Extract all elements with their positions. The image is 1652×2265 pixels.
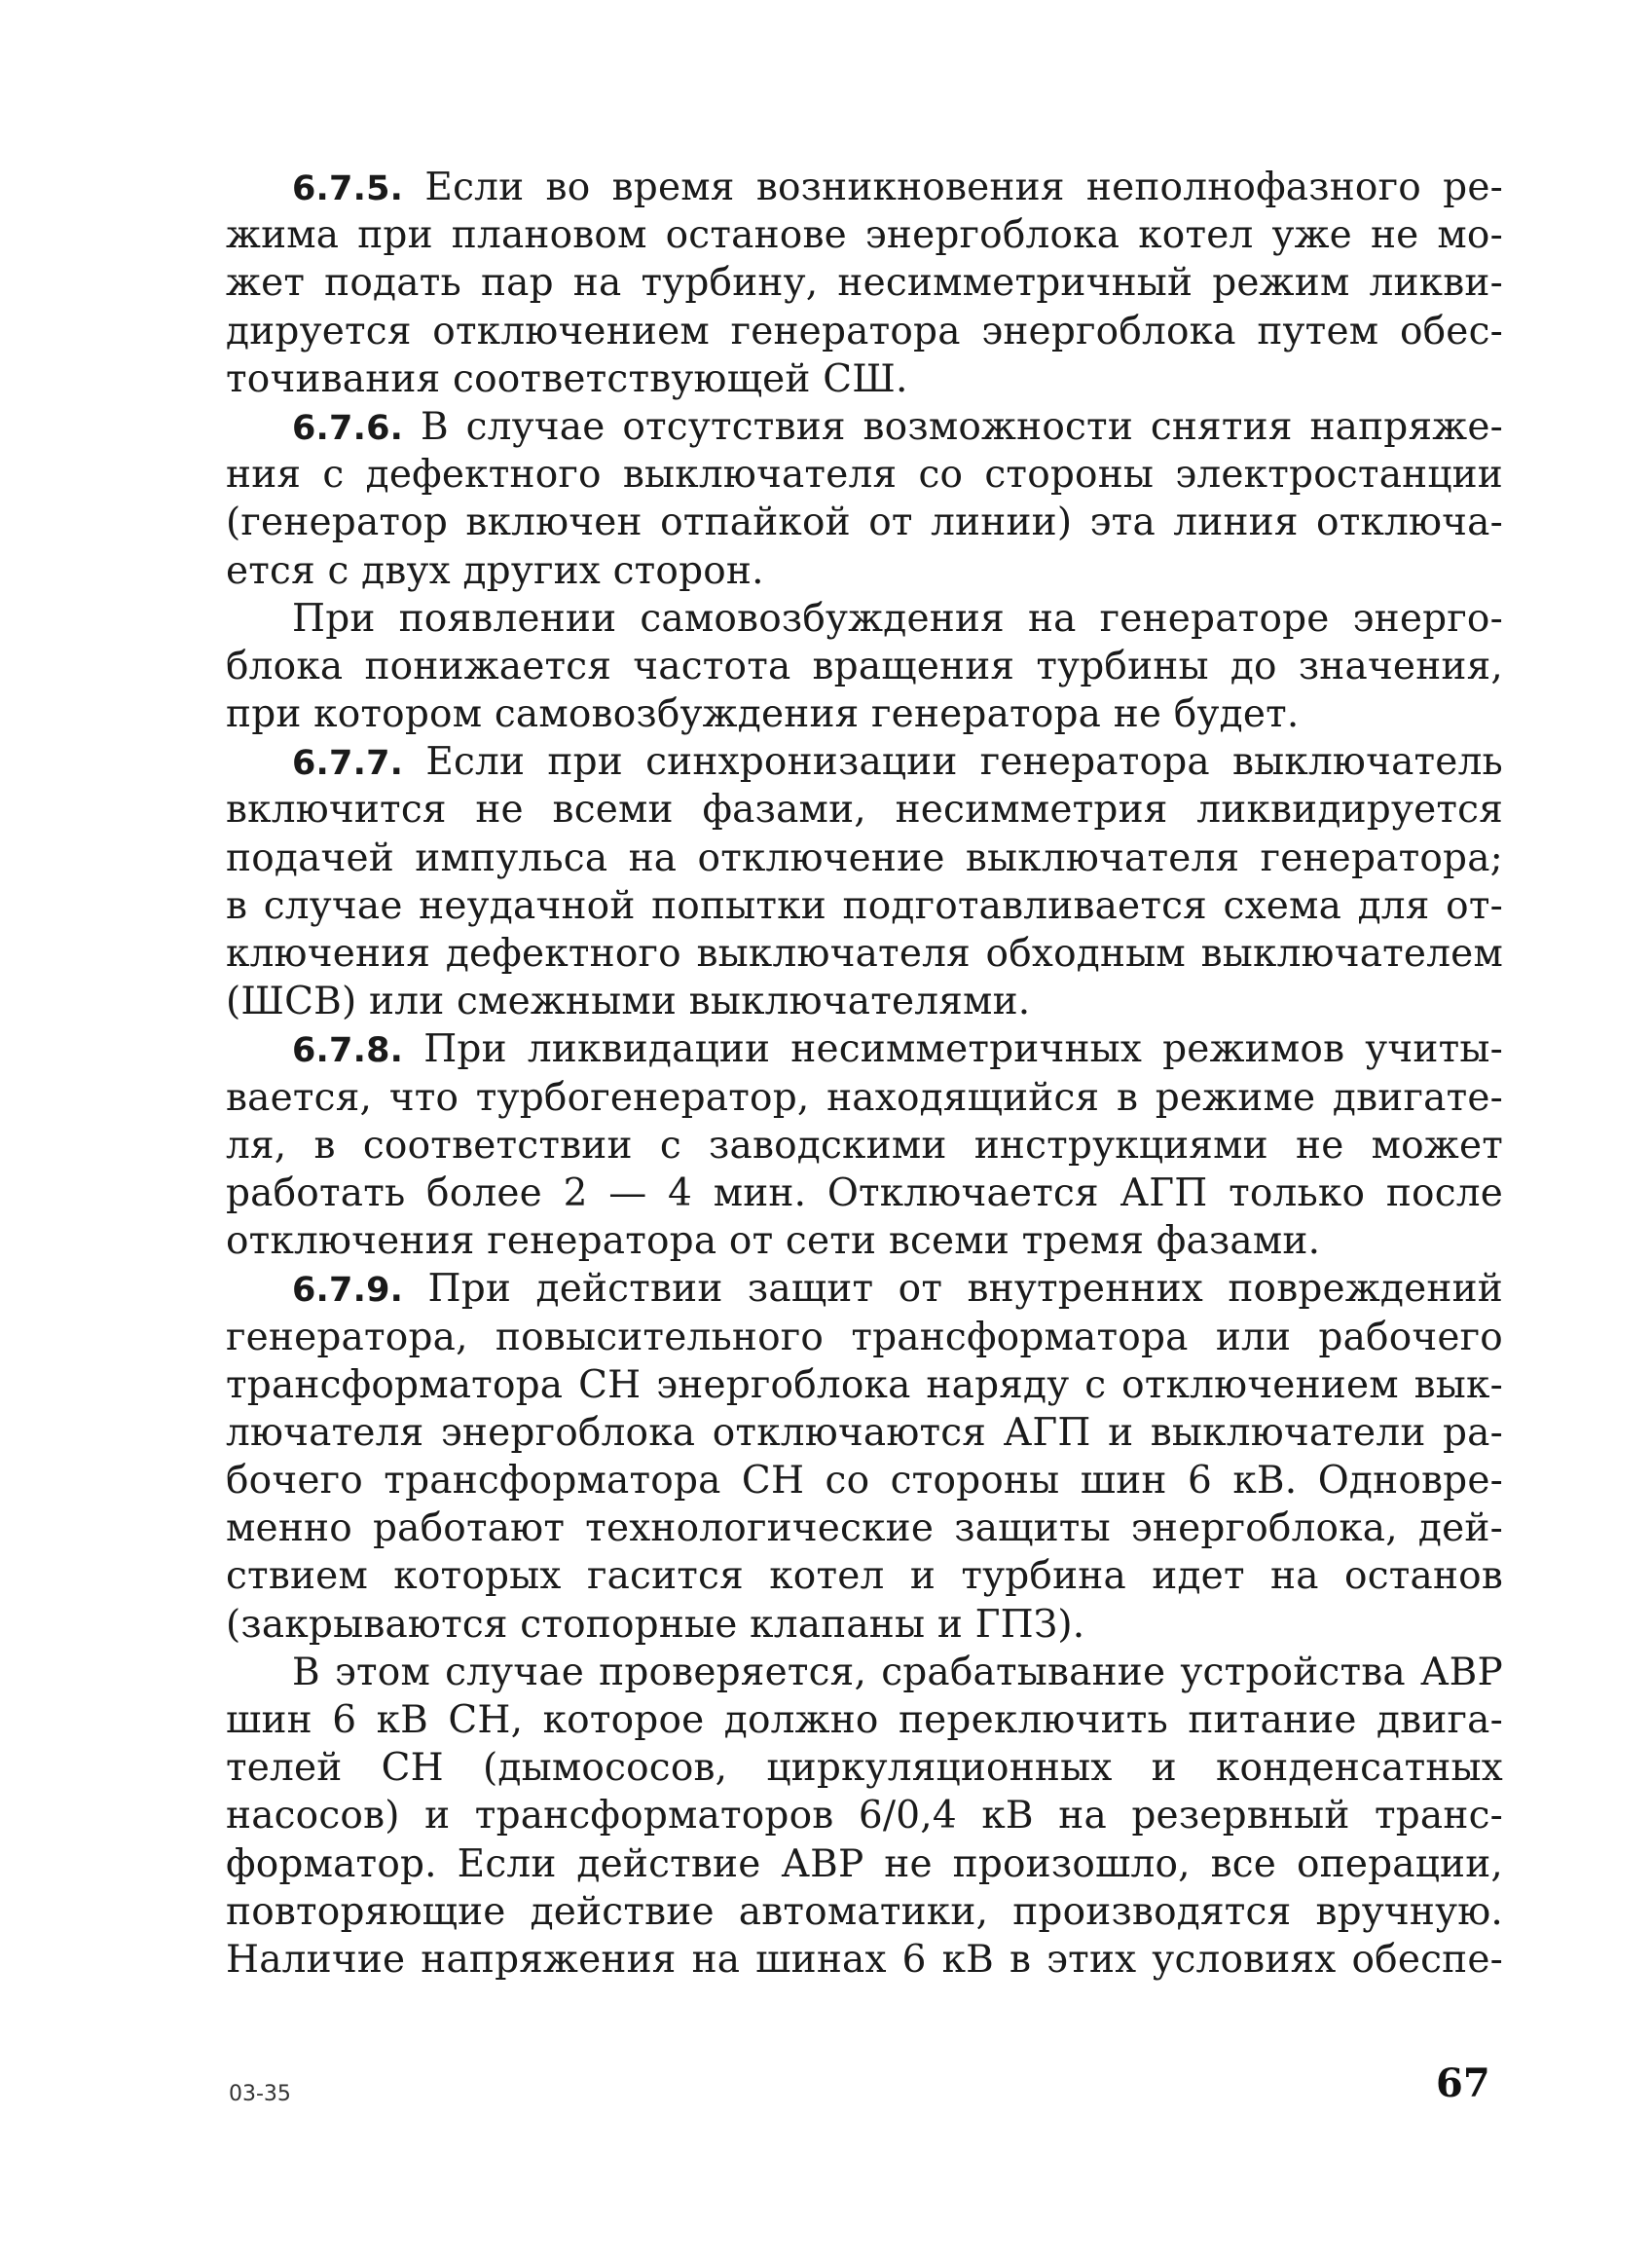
text-line: (генератор включен отпайкой от линии) эта линия отключа- [226,501,1503,545]
text-line: работать более 2 — 4 мин. Отключается АГП только после [226,1170,1503,1215]
text-line: ключения дефектного выключателя обходным выключателем [226,932,1503,976]
text-line: 6.7.5. Если во время возникновения неполнофазного ре- [292,166,1503,209]
paragraph-self-excitation [226,595,1503,739]
text-line: отключения генератора от сети всеми тремя фазами. [226,1219,1321,1264]
text-line: (закрываются стопорные клапаны и ГПЗ). [226,1602,1085,1647]
text-line: блока понижается частота вращения турбины до значения, [226,644,1503,688]
text-line: дируется отключением генератора энергоблока путем обес- [226,309,1503,353]
text-line: ствием которых гасится котел и турбина идет на останов [226,1554,1503,1599]
clause-number: 6.7.9. [292,1271,404,1311]
paragraph-6-7-5 [226,164,1503,403]
paragraph-6-7-9 [226,1265,1503,1649]
paragraph-6-7-6 [226,403,1503,595]
text-line: вается, что турбогенератор, находящийся в режиме двигате- [226,1075,1503,1120]
text-line: 6.7.7. Если при синхронизации генератора выключатель [292,740,1503,785]
signature-code: 03-35 [229,2082,291,2106]
text-line: насосов) и трансформаторов 6/0,4 кВ на резервный транс- [226,1794,1503,1838]
text-line: включится не всеми фазами, несимметрия ликвидируется [226,788,1503,833]
text-line: ля, в соответствии с заводскими инструкциями не может [226,1123,1503,1168]
text-line: лючателя энергоблока отключаются АГП и выключатели ра- [226,1410,1503,1455]
text-line: телей СН (дымососов, циркуляционных и конденсатных [226,1746,1503,1791]
text-line: 6.7.8. При ликвидации несимметричных режимов учиты- [292,1027,1503,1072]
text-line: в случае неудачной попытки подготавливается схема для от- [226,883,1503,928]
text-line: подачей импульса на отключение выключателя генератора; [226,835,1503,880]
text-line: менно работают технологические защиты энергоблока, дей- [226,1506,1503,1551]
text-line: 6.7.6. В случае отсутствия возможности снятия напряже- [292,404,1503,449]
text-line: жет подать пар на турбину, несимметричный режим ликви- [226,261,1503,306]
clause-number: 6.7.6. [292,408,404,448]
text-line: ется с двух других сторон. [226,548,764,593]
page-number: 67 [1436,2061,1490,2106]
text-line: ния с дефектного выключателя со стороны электростанции [226,453,1503,498]
text-line: генератора, повысительного трансформатора или рабочего [226,1315,1503,1359]
paragraph-6-7-7 [226,738,1503,1025]
text-line: трансформатора СН энергоблока наряду с отключением вык- [226,1362,1503,1407]
clause-number: 6.7.5. [292,169,404,208]
text-line: При появлении самовозбуждения на генераторе энерго- [292,596,1503,641]
document-body [226,164,1503,1984]
text-line: при котором самовозбуждения генератора не будет. [226,692,1300,737]
paragraph-avr [226,1649,1503,1984]
text-line: 6.7.9. При действии защит от внутренних повреждений [292,1267,1503,1312]
paragraph-6-7-8 [226,1025,1503,1265]
text-line: (ШСВ) или смежными выключателями. [226,980,1031,1024]
text-line: В этом случае проверяется, срабатывание устройства АВР [292,1650,1503,1694]
text-line: точивания соответствующей СШ. [226,356,908,401]
text-line: форматор. Если действие АВР не произошло, все операции, [226,1841,1503,1886]
clause-number: 6.7.8. [292,1031,404,1071]
text-line: Наличие напряжения на шинах 6 кВ в этих условиях обеспе- [226,1937,1503,1982]
text-line: шин 6 кВ СН, которое должно переключить питание двига- [226,1698,1503,1742]
text-line: бочего трансформатора СН со стороны шин 6 кВ. Одновре- [226,1459,1503,1504]
text-line: жима при плановом останове энергоблока котел уже не мо- [226,213,1503,258]
clause-number: 6.7.7. [292,744,404,784]
text-line: повторяющие действие автоматики, производятся вручную. [226,1889,1503,1934]
